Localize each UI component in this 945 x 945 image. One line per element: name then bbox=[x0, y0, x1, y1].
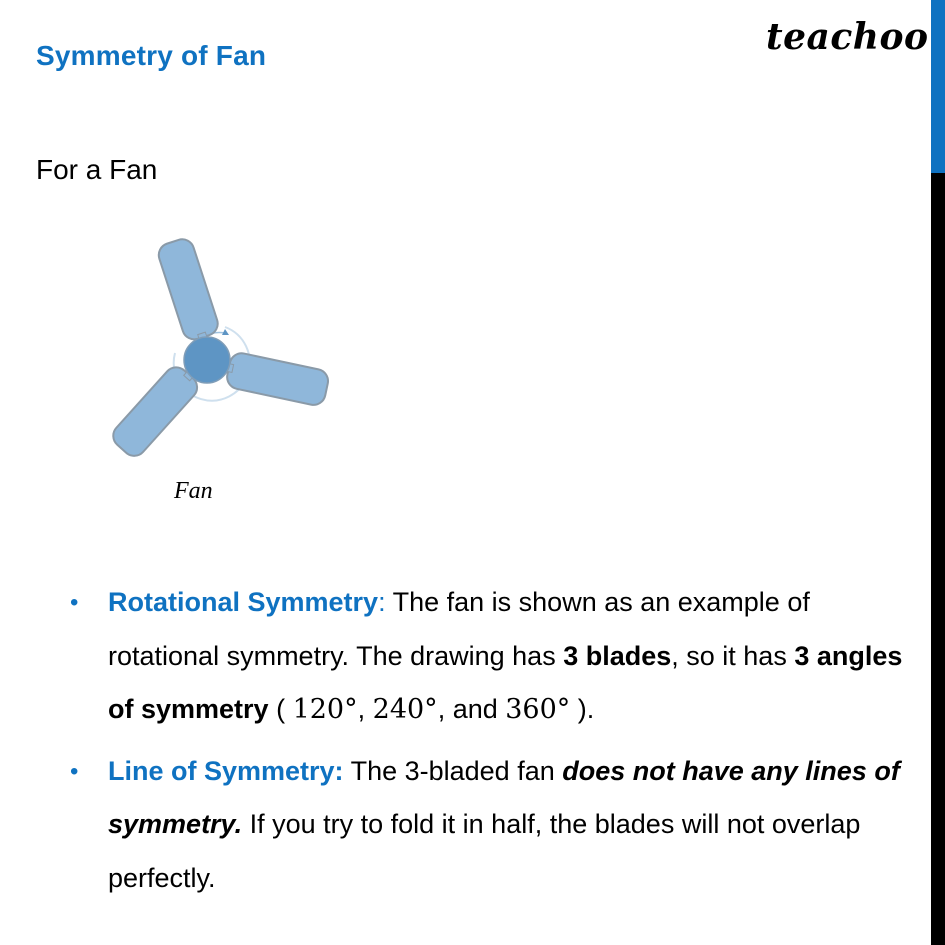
figure-caption: Fan bbox=[174, 478, 213, 504]
bold-angles: 3 angles of symmetry bbox=[108, 640, 903, 724]
bullet-rotational-symmetry bbox=[64, 576, 904, 737]
angle-120: 120° bbox=[292, 694, 358, 725]
page-title: Symmetry of Fan bbox=[36, 40, 267, 71]
bullet-list bbox=[64, 576, 904, 913]
angle-360: 360° bbox=[505, 694, 571, 725]
side-bar-accent bbox=[931, 0, 945, 173]
bullet-icon: • bbox=[70, 757, 79, 785]
side-bar-dark bbox=[931, 173, 945, 945]
bullet-text: , and bbox=[437, 694, 506, 724]
bold-blades: 3 blades bbox=[563, 640, 672, 671]
term-rotational-symmetry: Rotational Symmetry bbox=[108, 587, 379, 617]
bold-italic-no-lines: does not have any lines of symmetry. bbox=[108, 755, 900, 839]
bullet-text: ). bbox=[570, 694, 595, 724]
term-colon: : bbox=[378, 587, 386, 617]
bullet-text: The fan is shown as an example of rotational symmetry. The drawing has bbox=[108, 587, 810, 671]
bullet-text: The 3-bladed fan bbox=[343, 755, 563, 786]
teachoo-logo: teachoo bbox=[766, 16, 929, 58]
bullet-line-of-symmetry bbox=[64, 745, 904, 906]
bullet-icon: • bbox=[70, 589, 79, 616]
bullet-text: , bbox=[357, 694, 373, 724]
term-line-of-symmetry: Line of Symmetry: bbox=[108, 755, 344, 786]
angle-240: 240° bbox=[372, 694, 438, 725]
intro-text: For a Fan bbox=[36, 154, 158, 185]
ceiling-fan-icon bbox=[95, 225, 345, 515]
bullet-text: ( bbox=[268, 694, 293, 724]
bullet-text: , so it has bbox=[671, 640, 795, 671]
bullet-text: If you try to fold it in half, the blades will not overlap perfectly. bbox=[108, 809, 861, 893]
